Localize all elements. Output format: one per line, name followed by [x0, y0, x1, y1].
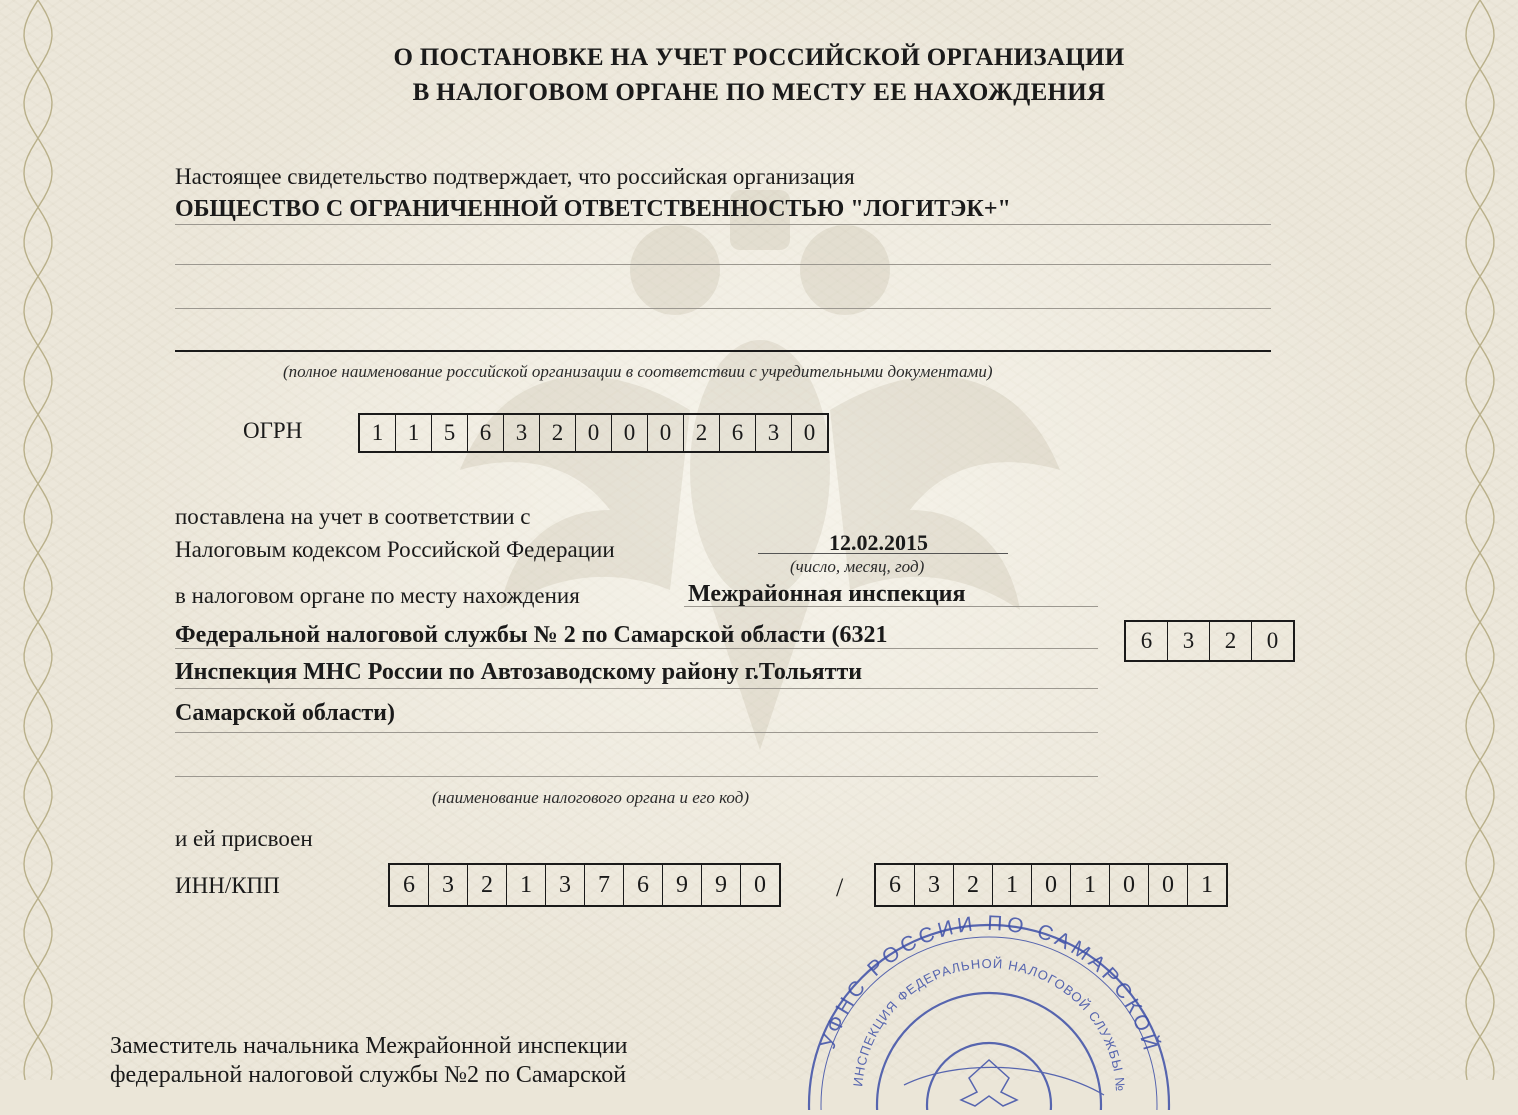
stamp-inner-text: ИНСПЕКЦИЯ ФЕДЕРАЛЬНОЙ НАЛОГОВОЙ СЛУЖБЫ № [850, 955, 1129, 1093]
digit-cell: 0 [648, 415, 684, 451]
digit-cell: 0 [576, 415, 612, 451]
digit-cell: 2 [684, 415, 720, 451]
inn-kpp-label: ИНН/КПП [175, 873, 280, 898]
digit-cell: 2 [468, 865, 507, 905]
org-name-caption: (полное наименование российской организации в соответствии с учредительными документами) [283, 362, 993, 381]
org-name-underline-4 [175, 350, 1271, 352]
digit-cell: 7 [585, 865, 624, 905]
digit-cell: 2 [954, 865, 993, 905]
left-ornamental-border [18, 0, 58, 1080]
digit-cell: 0 [1032, 865, 1071, 905]
digit-cell: 1 [507, 865, 546, 905]
org-name-underline-2 [175, 264, 1271, 265]
digit-cell: 3 [429, 865, 468, 905]
registered-text-line-2: Налоговым кодексом Российской Федерации [175, 537, 615, 562]
tax-authority-underline-1 [684, 606, 1098, 607]
signer-position-line-2: федеральной налоговой службы №2 по Самарской [110, 1062, 627, 1088]
digit-cell: 2 [1210, 622, 1252, 660]
digit-cell: 6 [720, 415, 756, 451]
digit-cell: 3 [504, 415, 540, 451]
digit-cell: 6 [876, 865, 915, 905]
digit-cell: 0 [1266, 628, 1279, 653]
digit-cell: 6 [468, 415, 504, 451]
tax-authority-underline-4 [175, 732, 1098, 733]
tax-authority-line-2: Федеральной налоговой службы № 2 по Самарской области (6321 [175, 622, 888, 648]
digit-cell: 3 [546, 865, 585, 905]
digit-cell: 2 [540, 415, 576, 451]
document-title-line-2: В НАЛОГОВОМ ОРГАНЕ ПО МЕСТУ ЕЕ НАХОЖДЕНИЯ [412, 79, 1106, 106]
tax-authority-line-4: Самарской области) [175, 700, 395, 726]
intro-text: Настоящее свидетельство подтверждает, что российская организация [175, 164, 855, 189]
tax-authority-prefix: в налоговом органе по месту нахождения [175, 583, 580, 608]
digit-cell: 0 [612, 415, 648, 451]
digit-cell: 0 [1110, 865, 1149, 905]
digit-cell: 0 [803, 420, 816, 445]
digit-cell: 0 [754, 871, 766, 898]
digit-cell: 9 [663, 865, 702, 905]
tax-authority-underline-5 [175, 776, 1098, 777]
digit-cell: 6 [624, 865, 663, 905]
digit-cell: 6 [390, 865, 429, 905]
tax-authority-caption: (наименование налогового органа и его код) [432, 788, 749, 807]
digit-cell: 9 [702, 865, 741, 905]
signer-position-line-1: Заместитель начальника Межрайонной инспекции [110, 1033, 628, 1059]
digit-cell: 3 [915, 865, 954, 905]
org-name-underline-1 [175, 224, 1271, 225]
tax-authority-underline-3 [175, 688, 1098, 689]
tax-authority-line-3: Инспекция МНС России по Автозаводскому району г.Тольятти [175, 659, 863, 685]
digit-cell: 5 [432, 415, 468, 451]
digit-cell: 1 [1071, 865, 1110, 905]
date-underline [758, 553, 1008, 554]
digit-cell: 3 [756, 415, 792, 451]
digit-cell: 0 [1149, 865, 1188, 905]
inn-digit-boxes [388, 863, 781, 907]
digit-cell: 1 [993, 865, 1032, 905]
digit-cell: 1 [1201, 871, 1213, 898]
organization-name: ОБЩЕСТВО С ОГРАНИЧЕННОЙ ОТВЕТСТВЕННОСТЬЮ "ЛОГИТЭК+" [175, 196, 1011, 222]
org-name-underline-3 [175, 308, 1271, 309]
official-seal-stamp [784, 910, 1194, 1110]
digit-cell: 6 [1126, 622, 1168, 660]
tax-authority-code-boxes [1124, 620, 1295, 662]
assigned-label: и ей присвоен [175, 826, 313, 851]
document-title-line-1: О ПОСТАНОВКЕ НА УЧЕТ РОССИЙСКОЙ ОРГАНИЗАЦИИ [393, 44, 1125, 71]
inn-kpp-separator: / [836, 873, 844, 902]
digit-cell: 1 [360, 415, 396, 451]
date-caption: (число, месяц, год) [790, 557, 925, 576]
tax-authority-line-1: Межрайонная инспекция [688, 581, 966, 607]
stamp-outer-text: УФНС РОССИИ ПО САМАРСКОЙ [816, 911, 1163, 1057]
kpp-digit-boxes [874, 863, 1228, 907]
tax-authority-underline-2 [175, 648, 1098, 649]
ogrn-label: ОГРН [243, 418, 303, 443]
registered-text-line-1: поставлена на учет в соответствии с [175, 504, 531, 529]
digit-cell: 1 [396, 415, 432, 451]
registration-date: 12.02.2015 [829, 530, 928, 555]
ogrn-digit-boxes [358, 413, 829, 453]
digit-cell: 3 [1168, 622, 1210, 660]
right-ornamental-border [1460, 0, 1500, 1080]
